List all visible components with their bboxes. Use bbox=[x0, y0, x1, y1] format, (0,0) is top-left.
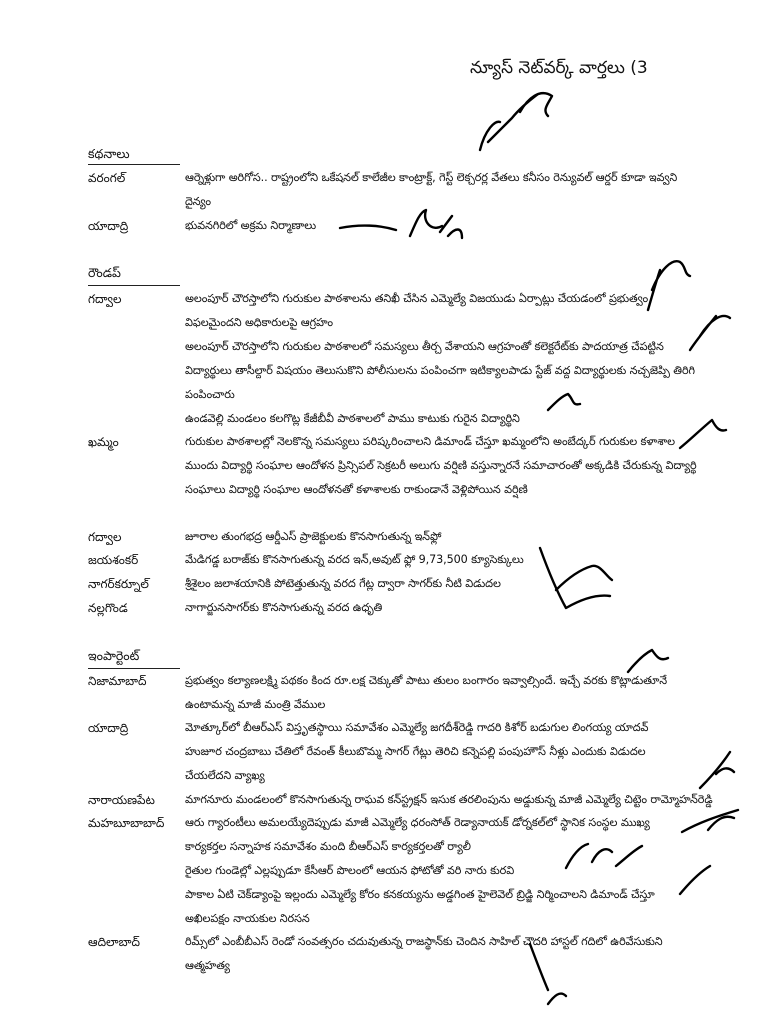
news-line: ముందు విద్యార్థి సంఘాల ఆందోళన ప్రిన్సిపల్ సెక్రటరీ అలుగు వర్షిణి వస్తున్నారనే సమాచారంతో అక్కడికి చేరుకున్న విద్యార్థి bbox=[185, 459, 697, 472]
section-heading-kathanalu: కథనాలు bbox=[88, 146, 130, 161]
pen-mark-warangal bbox=[340, 210, 462, 238]
district-label-gadwal: గద్వాల bbox=[88, 292, 122, 306]
district-label-khammam: ఖమ్మం bbox=[88, 435, 119, 449]
district-label-yadadri: యాదాద్రి bbox=[88, 721, 129, 735]
district-label-adilabad: ఆదిలాబాద్ bbox=[88, 935, 140, 949]
pen-mark-adilabad bbox=[530, 944, 566, 1004]
news-line: ఆర్నెళ్లుగా అరిగోస.. రాష్ట్రంలోని ఒకేషనల్ కాలేజీల కాంట్రాక్ట్, గెస్ట్ లెక్చరర్ల వేతలు కనీసం రెన్యువల్ ఆర్డర్ కూడా ఇవ్వని bbox=[185, 171, 678, 184]
pen-mark-gadwal-2 bbox=[690, 316, 730, 350]
news-line: మేడిగడ్డ బరాజ్‌కు కొనసాగుతున్న వరద ఇన్,అవుట్ ఫ్లో 9,73,500 క్యూసెక్కులు bbox=[185, 553, 524, 566]
section-heading-roundup: రౌండప్ bbox=[88, 265, 121, 280]
district-label-warangal: వరంగల్ bbox=[88, 171, 126, 185]
news-line: ఉంటామన్న మాజీ మంత్రి వేముల bbox=[185, 698, 326, 711]
pen-mark-flood-bracket bbox=[540, 548, 612, 608]
pen-mark-pakala bbox=[680, 866, 710, 894]
news-line: ఆత్మహత్య bbox=[185, 959, 230, 972]
news-line: విఫలమైందని అధికారులపై ఆగ్రహం bbox=[185, 316, 334, 329]
news-line: దైన్యం bbox=[185, 195, 211, 208]
district-label-yadadri: యాదాద్రి bbox=[88, 219, 129, 233]
news-line: చేయలేదని వ్యాఖ్య bbox=[185, 769, 265, 782]
section-underline bbox=[88, 285, 180, 286]
news-line: శ్రీశైలం జలాశయానికి పోటెత్తుతున్న వరద గేట్ల ద్వారా సాగర్‌కు నీటి విడుదల bbox=[185, 577, 501, 590]
news-line: రిమ్స్‌లో ఎంబీబీఎస్ రెండో సంవత్సరం చదువుతున్న రాజస్థాన్‌కు చెందిన సాహిల్ చౌదరి హాస్టల్ గదిలో ఉరివేసుకుని bbox=[185, 935, 663, 948]
district-label-nagarkurnool: నాగర్‌కర్నూల్ bbox=[88, 577, 149, 591]
news-line: గురుకుల పాఠశాలల్లో నెలకొన్న సమస్యలు పరిష్కరించాలని డిమాండ్ చేస్తూ ఖమ్మంలోని అంబేద్కర్ గురుకుల కళాశాల bbox=[185, 435, 675, 448]
news-line: మాగనూరు మండలంలో కొనసాగుతున్న రాఘవ కన్‌స్ట్రక్షన్ ఇసుక తరలింపును అడ్డుకున్న మాజీ ఎమ్మెల్యే చిట్టెం రామ్మోహన్‌రెడ్డి bbox=[185, 793, 713, 806]
document-title: న్యూస్ నెట్‌వర్క్ వార్తలు (3 bbox=[470, 58, 648, 78]
news-line: అలంపూర్ చౌరస్తాలోని గురుకుల పాఠశాలను తనిఖీ చేసిన ఎమ్మెల్యే విజయుడు ఏర్పాట్లు చేయడంలో ప్రభుత్వం bbox=[185, 292, 649, 305]
pen-mark-mahabubabad bbox=[682, 810, 738, 832]
news-line: కార్యకర్తల సన్నాహక సమావేశం మంది బీఆర్ఎస్ కార్యకర్తలతో ర్యాలీ bbox=[185, 840, 471, 853]
pen-mark-undavelli bbox=[548, 394, 580, 410]
news-line: పాకాల ఏటి చెక్‌డ్యాంపై ఇల్లందు ఎమ్మెల్యే కోరం కనకయ్యను అడ్డగింత హైలెవెల్ బ్రిడ్జి నిర్మించాలని డిమాండ్ చేస్తూ bbox=[185, 888, 655, 901]
section-underline bbox=[88, 668, 180, 669]
pen-mark-khammam bbox=[680, 420, 726, 448]
district-label-nalgonda: నల్లగొండ bbox=[88, 601, 128, 615]
district-label-nizamabad: నిజామాబాద్ bbox=[88, 674, 147, 688]
news-line: నాగార్జునసాగర్‌కు కొనసాగుతున్న వరద ఉధృతి bbox=[185, 601, 383, 614]
section-underline bbox=[88, 164, 180, 165]
news-line: భువనగిరిలో అక్రమ నిర్మాణాలు bbox=[185, 219, 316, 232]
news-line: మోత్కూర్‌లో బీఆర్ఎస్ విస్తృతస్థాయి సమావేశం ఎమ్మెల్యే జగదీశ్‌రెడ్డి గాదరి కిశోర్ బడుగుల లింగయ్య యాదవ్ bbox=[185, 721, 649, 734]
news-line: హుజూర చంద్రబాబు చేతిలో రేవంత్ కీలుబొమ్మ సాగర్ గేట్లు తెరిచి కన్నెపల్లి పంపుహౌస్ నీళ్లు ఎందుకు విడుదల bbox=[185, 745, 646, 758]
pen-mark-narayanapeta bbox=[700, 752, 734, 788]
news-line: పంపించారు bbox=[185, 388, 235, 401]
district-label-narayanapeta: నారాయణపేట bbox=[88, 793, 155, 807]
news-line: రైతుల గుండెల్లో ఎల్లప్పుడూ కేసీఆర్ పొలంలో ఆయన ఫోటోతో వరి నారు కురవి bbox=[185, 864, 515, 877]
news-line: విద్యార్థులు తాసీల్దార్ విషయం తెలుసుకొని పోలీసులను పంపించగా ఇటిక్యాలపాడు స్టేజ్ వద్ద విద్యార్థులకు నచ్చజెప్పి తిరిగి bbox=[185, 364, 695, 377]
district-label-gadwal: గద్వాల bbox=[88, 530, 122, 544]
pen-mark-nizamabad bbox=[628, 650, 668, 672]
pen-mark-kuravi bbox=[566, 844, 642, 868]
district-label-jayashankar: జయశంకర్ bbox=[88, 553, 139, 567]
pen-mark-title-scribble bbox=[480, 93, 552, 150]
district-label-mahabubabad: మహబూబాబాద్ bbox=[88, 816, 165, 830]
pen-mark-gadwal-1 bbox=[648, 261, 690, 310]
news-line: ఆరు గ్యారంటీలు అమలయ్యేదెప్పుడు మాజీ ఎమ్మెల్యే ధరంసోత్ రెడ్యానాయక్ డోర్నకల్‌లో స్థానిక సంస్థల ముఖ్య bbox=[185, 816, 650, 829]
news-line: అఖిలపక్షం నాయకుల నిరసన bbox=[185, 912, 310, 925]
news-line: జూరాల తుంగభద్ర ఆర్డీఎస్ ప్రాజెక్టులకు కొనసాగుతున్న ఇన్‌ఫ్లో bbox=[185, 530, 442, 543]
section-heading-important: ఇంపార్టెంట్ bbox=[88, 648, 140, 663]
news-line: అలంపూర్ చౌరస్తాలోని గురుకుల పాఠశాలలో సమస్యలు తీర్చ వేశాయని ఆగ్రహంతో కలెక్టరేట్‌కు పాదయాత్ర చేపట్టిన bbox=[185, 340, 664, 353]
news-line: ఉండవెల్లి మండలం కలగొట్ల కేజీబీవీ పాఠశాలలో పాము కాటుకు గురైన విద్యార్థిని bbox=[185, 412, 520, 425]
news-line: సంఘాలు విద్యార్థి సంఘాల ఆందోళనతో కళాశాలకు రాకుండానే వెళ్లిపోయిన వర్షిణి bbox=[185, 483, 528, 496]
news-line: ప్రభుత్వం కల్యాణలక్ష్మి పథకం కింద రూ.లక్ష చెక్కుతో పాటు తులం బంగారం ఇవ్వాల్సిందే. ఇచ్చే వరకు కొట్లాడుతూనే bbox=[185, 674, 667, 687]
